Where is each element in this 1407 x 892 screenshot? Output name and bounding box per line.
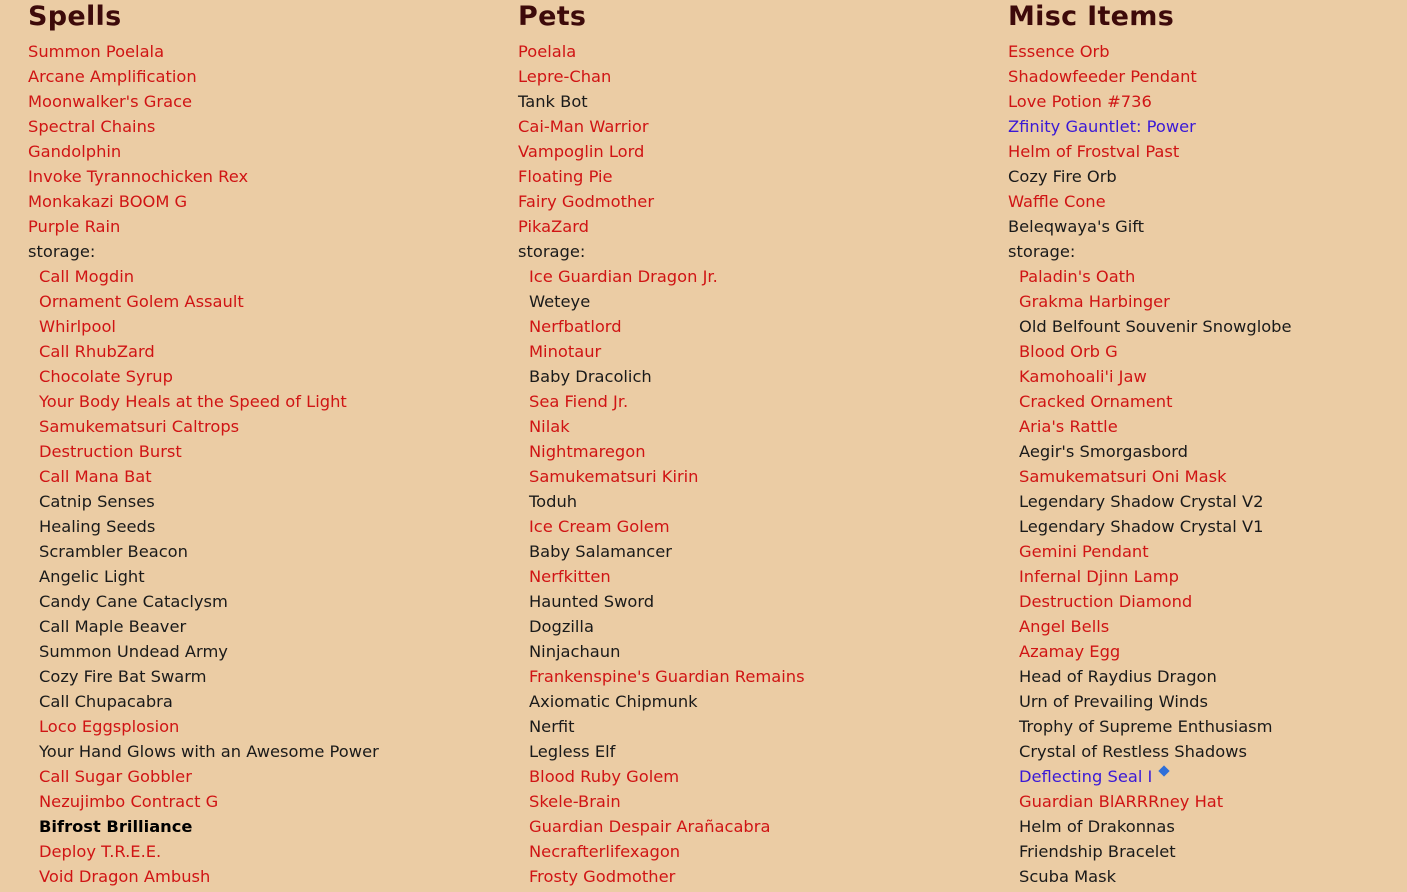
spells-item-label: Moonwalker's Grace — [28, 92, 193, 111]
pets-item-label: Necrafterlifexagon — [529, 842, 681, 861]
pets-storage-item — [518, 589, 988, 614]
pets-storage-item[interactable] — [518, 514, 988, 539]
spells-storage-item — [28, 664, 498, 689]
pets-item-label: Vampoglin Lord — [518, 142, 645, 161]
misc-item-label: Angel Bells — [1019, 617, 1110, 636]
misc-item-label: Waffle Cone — [1008, 192, 1106, 211]
spells-storage-item[interactable] — [28, 364, 498, 389]
misc-storage-item[interactable] — [1008, 464, 1407, 489]
pets-storage-label: storage: — [518, 242, 586, 261]
pets-storage-item — [518, 639, 988, 664]
spells-storage-label: storage: — [28, 242, 96, 261]
misc-storage-item — [1008, 314, 1407, 339]
pets-item-label: Frankenspine's Guardian Remains — [529, 667, 805, 686]
pets-storage-item[interactable] — [518, 314, 988, 339]
spells-storage-item — [28, 639, 498, 664]
gem-icon — [1159, 765, 1170, 776]
misc-storage-item[interactable] — [1008, 339, 1407, 364]
pets-storage-item — [518, 364, 988, 389]
pets-item-label: Nerfit — [529, 717, 575, 736]
spells-storage-item[interactable] — [28, 264, 498, 289]
spells-storage-item[interactable] — [28, 314, 498, 339]
spells-storage-item[interactable] — [28, 389, 498, 414]
misc-item-label: Trophy of Supreme Enthusiasm — [1019, 717, 1273, 736]
spells-storage-item[interactable] — [28, 864, 498, 889]
misc-active-item[interactable] — [1008, 64, 1407, 89]
misc-storage-item[interactable] — [1008, 289, 1407, 314]
pets-item-label: Skele-Brain — [529, 792, 621, 811]
misc-item-label: Zfinity Gauntlet: Power — [1008, 117, 1196, 136]
pets-item-label: Minotaur — [529, 342, 602, 361]
spells-item-label: Purple Rain — [28, 217, 121, 236]
spells-storage-item[interactable] — [28, 439, 498, 464]
misc-active-item[interactable] — [1008, 39, 1407, 64]
spells-storage-item — [28, 589, 498, 614]
pets-item-label: Fairy Godmother — [518, 192, 655, 211]
spells-list — [28, 39, 498, 889]
spells-item-label: Destruction Burst — [39, 442, 182, 461]
misc-item-label: Grakma Harbinger — [1019, 292, 1170, 311]
pets-item-label: Lepre-Chan — [518, 67, 612, 86]
spells-item-label: Gandolphin — [28, 142, 122, 161]
spells-storage-item — [28, 689, 498, 714]
misc-item-label: Friendship Bracelet — [1019, 842, 1176, 861]
misc-item-label: Blood Orb G — [1019, 342, 1118, 361]
spells-active-item[interactable] — [28, 139, 498, 164]
pets-storage-item[interactable] — [518, 789, 988, 814]
spells-active-item[interactable] — [28, 39, 498, 64]
spells-item-label: Spectral Chains — [28, 117, 156, 136]
spells-item-label: Samukematsuri Caltrops — [39, 417, 240, 436]
pets-storage-item — [518, 289, 988, 314]
misc-item-label: Kamohoali'i Jaw — [1019, 367, 1147, 386]
pets-item-label: Axiomatic Chipmunk — [529, 692, 698, 711]
misc-item-label: Scuba Mask — [1019, 867, 1117, 886]
spells-storage-item — [28, 489, 498, 514]
misc-item-label: Helm of Drakonnas — [1019, 817, 1175, 836]
pets-storage-item[interactable] — [518, 464, 988, 489]
spells-item-label: Ornament Golem Assault — [39, 292, 244, 311]
spells-item-label: Deploy T.R.E.E. — [39, 842, 162, 861]
misc-items-heading: Misc Items — [1008, 1, 1175, 32]
spells-item-label: Nezujimbo Contract G — [39, 792, 219, 811]
pets-item-label: Ice Cream Golem — [529, 517, 670, 536]
pets-storage-item[interactable] — [518, 764, 988, 789]
pets-active-item[interactable] — [518, 64, 988, 89]
spells-item-label: Summon Undead Army — [39, 642, 228, 661]
misc-storage-item[interactable] — [1008, 589, 1407, 614]
pets-storage-item[interactable] — [518, 414, 988, 439]
misc-item-label: Deflecting Seal I — [1019, 767, 1153, 786]
misc-storage-item — [1008, 864, 1407, 889]
misc-storage-item — [1008, 739, 1407, 764]
misc-storage-item[interactable] — [1008, 389, 1407, 414]
misc-item-label: Crystal of Restless Shadows — [1019, 742, 1247, 761]
misc-item-label: Gemini Pendant — [1019, 542, 1149, 561]
spells-item-label: Catnip Senses — [39, 492, 155, 511]
pets-storage-item[interactable] — [518, 564, 988, 589]
pets-heading: Pets — [518, 1, 587, 32]
misc-item-label: Destruction Diamond — [1019, 592, 1193, 611]
misc-items-column — [1008, 0, 1407, 889]
misc-active-item — [1008, 164, 1407, 189]
pets-active-item[interactable] — [518, 189, 988, 214]
misc-item-label: Cozy Fire Orb — [1008, 167, 1117, 186]
misc-item-label: Guardian BlARRRney Hat — [1019, 792, 1224, 811]
misc-item-label: Legendary Shadow Crystal V2 — [1019, 492, 1264, 511]
spells-storage-item[interactable] — [28, 339, 498, 364]
misc-item-label: Aegir's Smorgasbord — [1019, 442, 1188, 461]
spells-item-label: Whirlpool — [39, 317, 116, 336]
spells-storage-item[interactable] — [28, 414, 498, 439]
spells-item-label: Candy Cane Cataclysm — [39, 592, 228, 611]
spells-item-label: Your Body Heals at the Speed of Light — [39, 392, 347, 411]
spells-item-label: Chocolate Syrup — [39, 367, 173, 386]
misc-storage-item — [1008, 514, 1407, 539]
pets-storage-item[interactable] — [518, 264, 988, 289]
misc-storage-item — [1008, 439, 1407, 464]
pets-active-item[interactable] — [518, 139, 988, 164]
misc-active-item[interactable] — [1008, 114, 1407, 139]
spells-storage-item[interactable] — [28, 289, 498, 314]
misc-storage-item — [1008, 664, 1407, 689]
spells-item-label: Your Hand Glows with an Awesome Power — [39, 742, 379, 761]
misc-storage-item — [1008, 714, 1407, 739]
spells-storage-item[interactable] — [28, 764, 498, 789]
spells-storage-item — [28, 564, 498, 589]
misc-items-list — [1008, 39, 1407, 889]
pets-item-label: Guardian Despair Arañacabra — [529, 817, 771, 836]
misc-storage-item — [1008, 839, 1407, 864]
misc-storage-item[interactable] — [1008, 539, 1407, 564]
misc-active-item[interactable] — [1008, 189, 1407, 214]
spells-item-label: Bifrost Brilliance — [39, 817, 193, 836]
misc-storage-item[interactable] — [1008, 789, 1407, 814]
misc-item-label: Shadowfeeder Pendant — [1008, 67, 1197, 86]
pets-item-label: Sea Fiend Jr. — [529, 392, 629, 411]
pets-item-label: Nerfkitten — [529, 567, 611, 586]
misc-item-label: Love Potion #736 — [1008, 92, 1152, 111]
spells-item-label: Call Sugar Gobbler — [39, 767, 192, 786]
pets-item-label: Poelala — [518, 42, 577, 61]
misc-item-label: Essence Orb — [1008, 42, 1110, 61]
spells-active-item[interactable] — [28, 89, 498, 114]
pets-storage-item[interactable] — [518, 439, 988, 464]
misc-storage-item[interactable] — [1008, 764, 1407, 789]
spells-storage-item — [28, 614, 498, 639]
misc-storage-item — [1008, 489, 1407, 514]
spells-item-label: Arcane Amplification — [28, 67, 197, 86]
spells-heading: Spells — [28, 1, 122, 32]
misc-item-label: Paladin's Oath — [1019, 267, 1136, 286]
pets-item-label: Nightmaregon — [529, 442, 646, 461]
pets-active-item[interactable] — [518, 164, 988, 189]
misc-active-item[interactable] — [1008, 89, 1407, 114]
pets-active-item — [518, 89, 988, 114]
pets-item-label: PikaZard — [518, 217, 589, 236]
misc-item-label: Azamay Egg — [1019, 642, 1121, 661]
pets-item-label: Frosty Godmother — [529, 867, 676, 886]
spells-storage-item — [28, 739, 498, 764]
pets-item-label: Tank Bot — [518, 92, 588, 111]
spells-storage-item[interactable] — [28, 789, 498, 814]
spells-item-label: Monkakazi BOOM G — [28, 192, 188, 211]
pets-storage-item[interactable] — [518, 839, 988, 864]
spells-storage-item[interactable] — [28, 714, 498, 739]
spells-item-label: Invoke Tyrannochicken Rex — [28, 167, 249, 186]
spells-item-label: Call Mana Bat — [39, 467, 152, 486]
pets-item-label: Baby Salamancer — [529, 542, 672, 561]
misc-item-label: Old Belfount Souvenir Snowglobe — [1019, 317, 1292, 336]
misc-item-label: Samukematsuri Oni Mask — [1019, 467, 1227, 486]
spells-item-label: Loco Eggsplosion — [39, 717, 180, 736]
spells-storage-item[interactable] — [28, 839, 498, 864]
spells-column — [28, 0, 498, 889]
misc-item-label: Legendary Shadow Crystal V1 — [1019, 517, 1264, 536]
pets-item-label: Floating Pie — [518, 167, 613, 186]
pets-storage-item[interactable] — [518, 339, 988, 364]
misc-storage-item — [1008, 814, 1407, 839]
pets-item-label: Haunted Sword — [529, 592, 655, 611]
misc-item-label: Aria's Rattle — [1019, 417, 1118, 436]
pets-storage-item[interactable] — [518, 664, 988, 689]
spells-item-label: Call Chupacabra — [39, 692, 173, 711]
spells-item-label: Call Maple Beaver — [39, 617, 187, 636]
misc-storage-label: storage: — [1008, 242, 1076, 261]
spells-active-item[interactable] — [28, 64, 498, 89]
spells-item-label: Call RhubZard — [39, 342, 155, 361]
pets-active-item[interactable] — [518, 214, 988, 239]
pets-active-item[interactable] — [518, 39, 988, 64]
pets-item-label: Weteye — [529, 292, 591, 311]
pets-storage-item[interactable] — [518, 864, 988, 889]
spells-storage-item — [28, 539, 498, 564]
misc-item-label: Cracked Ornament — [1019, 392, 1173, 411]
pets-item-label: Dogzilla — [529, 617, 594, 636]
misc-storage-item[interactable] — [1008, 264, 1407, 289]
spells-item-label: Angelic Light — [39, 567, 145, 586]
pets-storage-item — [518, 539, 988, 564]
spells-item-label: Scrambler Beacon — [39, 542, 188, 561]
misc-item-label: Helm of Frostval Past — [1008, 142, 1180, 161]
misc-storage-item[interactable] — [1008, 364, 1407, 389]
misc-active-item[interactable] — [1008, 139, 1407, 164]
pets-storage-item[interactable] — [518, 814, 988, 839]
pets-item-label: Nerfbatlord — [529, 317, 622, 336]
misc-storage-item[interactable] — [1008, 639, 1407, 664]
pets-item-label: Baby Dracolich — [529, 367, 652, 386]
pets-storage-item — [518, 689, 988, 714]
spells-storage-item — [28, 514, 498, 539]
pets-storage-item — [518, 714, 988, 739]
spells-item-label: Summon Poelala — [28, 42, 165, 61]
pets-item-label: Ice Guardian Dragon Jr. — [529, 267, 718, 286]
misc-storage-item[interactable] — [1008, 564, 1407, 589]
pets-item-label: Ninjachaun — [529, 642, 621, 661]
spells-item-label: Void Dragon Ambush — [39, 867, 211, 886]
pets-active-item[interactable] — [518, 114, 988, 139]
pets-storage-item — [518, 614, 988, 639]
pets-item-label: Blood Ruby Golem — [529, 767, 680, 786]
pets-item-label: Cai-Man Warrior — [518, 117, 649, 136]
spells-item-label: Cozy Fire Bat Swarm — [39, 667, 207, 686]
pets-storage-item[interactable] — [518, 389, 988, 414]
spells-active-item[interactable] — [28, 189, 498, 214]
pets-storage-item — [518, 739, 988, 764]
misc-active-item — [1008, 214, 1407, 239]
misc-storage-item[interactable] — [1008, 414, 1407, 439]
spells-storage-item — [28, 814, 498, 839]
pets-storage-item — [518, 489, 988, 514]
pets-item-label: Toduh — [529, 492, 578, 511]
spells-active-item[interactable] — [28, 114, 498, 139]
misc-item-label: Beleqwaya's Gift — [1008, 217, 1145, 236]
spells-item-label: Call Mogdin — [39, 267, 135, 286]
misc-item-label: Urn of Prevailing Winds — [1019, 692, 1208, 711]
pets-item-label: Legless Elf — [529, 742, 616, 761]
misc-item-label: Infernal Djinn Lamp — [1019, 567, 1179, 586]
pets-list — [518, 39, 988, 889]
spells-active-item[interactable] — [28, 164, 498, 189]
pets-item-label: Nilak — [529, 417, 570, 436]
pets-column — [518, 0, 988, 889]
pets-item-label: Samukematsuri Kirin — [529, 467, 699, 486]
spells-item-label: Healing Seeds — [39, 517, 156, 536]
misc-item-label: Head of Raydius Dragon — [1019, 667, 1217, 686]
misc-storage-item[interactable] — [1008, 614, 1407, 639]
spells-storage-item[interactable] — [28, 464, 498, 489]
spells-active-item[interactable] — [28, 214, 498, 239]
misc-storage-item — [1008, 689, 1407, 714]
